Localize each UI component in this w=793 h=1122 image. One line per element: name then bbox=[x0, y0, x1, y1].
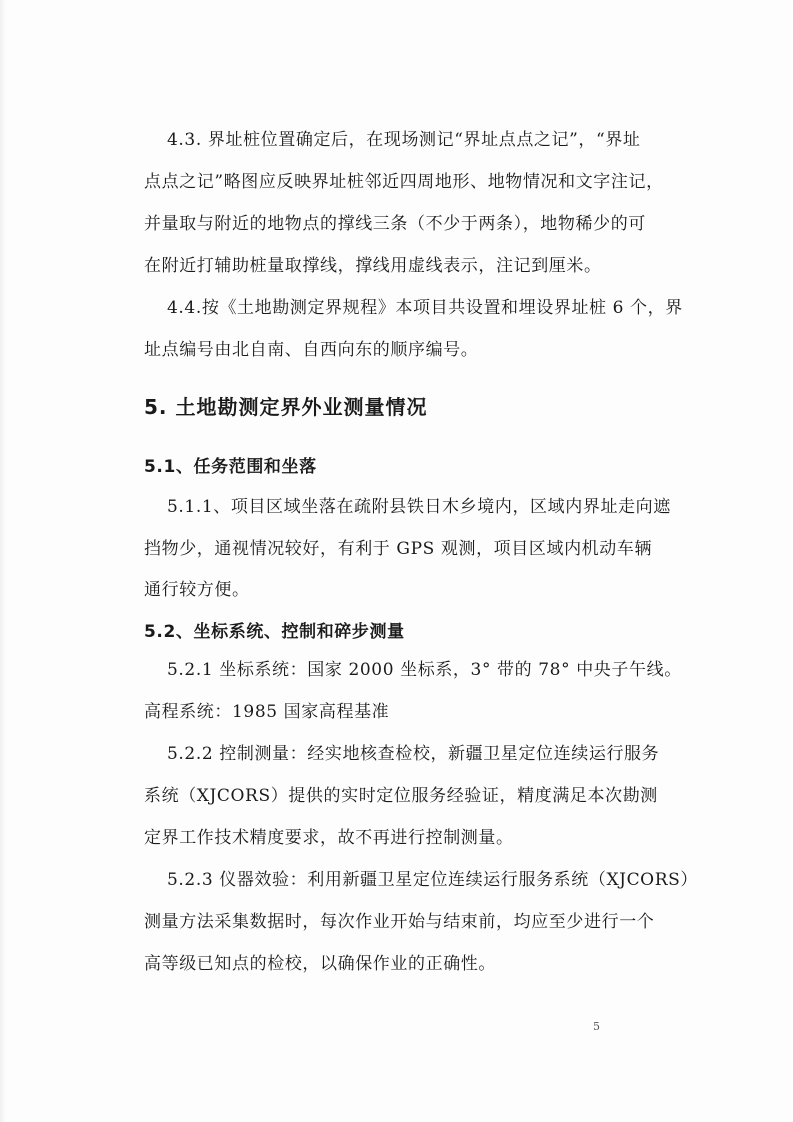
subsection-5-1-heading: 5.1、任务范围和坐落 bbox=[144, 457, 317, 477]
paragraph-5-2-2-line-3: 定界工作技术精度要求，故不再进行控制测量。 bbox=[144, 828, 514, 848]
paragraph-4-3-line-2: 点点之记”略图应反映界址桩邻近四周地形、地物情况和文字注记， bbox=[144, 172, 664, 192]
section-5-heading: 5. 土地勘测定界外业测量情况 bbox=[144, 395, 428, 419]
paragraph-4-3-line-3: 并量取与附近的地物点的撑线三条（不少于两条），地物稀少的可 bbox=[144, 214, 646, 234]
paragraph-5-2-3-line-1: 5.2.3 仪器效验：利用新疆卫星定位连续运行服务系统（XJCORS） bbox=[167, 870, 698, 890]
paragraph-5-2-1-line-1: 5.2.1 坐标系统：国家 2000 坐标系，3° 带的 78° 中央子午线。 bbox=[167, 660, 682, 680]
paragraph-4-4-line-2: 址点编号由北自南、自西向东的顺序编号。 bbox=[144, 340, 479, 360]
paragraph-5-2-2-line-2: 系统（XJCORS）提供的实时定位服务经验证，精度满足本次勘测 bbox=[144, 786, 658, 806]
scan-edge-shadow bbox=[0, 0, 6, 1122]
paragraph-5-1-1-line-1: 5.1.1、项目区域坐落在疏附县铁日木乡境内，区域内界址走向遮 bbox=[167, 497, 671, 517]
paragraph-4-4-line-1: 4.4.按《土地勘测定界规程》本项目共设置和埋设界址桩 6 个，界 bbox=[167, 298, 683, 318]
paragraph-4-3-line-4: 在附近打辅助桩量取撑线，撑线用虚线表示，注记到厘米。 bbox=[144, 256, 602, 276]
paragraph-5-2-3-line-2: 测量方法采集数据时，每次作业开始与结束前，均应至少进行一个 bbox=[144, 912, 655, 932]
paragraph-5-2-1-line-2: 高程系统：1985 国家高程基准 bbox=[144, 702, 390, 722]
paragraph-5-1-1-line-2: 挡物少，通视情况较好，有利于 GPS 观测，项目区域内机动车辆 bbox=[144, 539, 653, 559]
paragraph-5-2-3-line-3: 高等级已知点的检校，以确保作业的正确性。 bbox=[144, 954, 496, 974]
paragraph-5-1-1-line-3: 通行较方便。 bbox=[144, 580, 250, 600]
page-number: 5 bbox=[593, 1020, 600, 1033]
paragraph-4-3-line-1: 4.3. 界址桩位置确定后，在现场测记“界址点点之记”，“界址 bbox=[167, 130, 641, 150]
subsection-5-2-heading: 5.2、坐标系统、控制和碎步测量 bbox=[144, 622, 405, 642]
paragraph-5-2-2-line-1: 5.2.2 控制测量：经实地核查检校，新疆卫星定位连续运行服务 bbox=[167, 744, 660, 764]
